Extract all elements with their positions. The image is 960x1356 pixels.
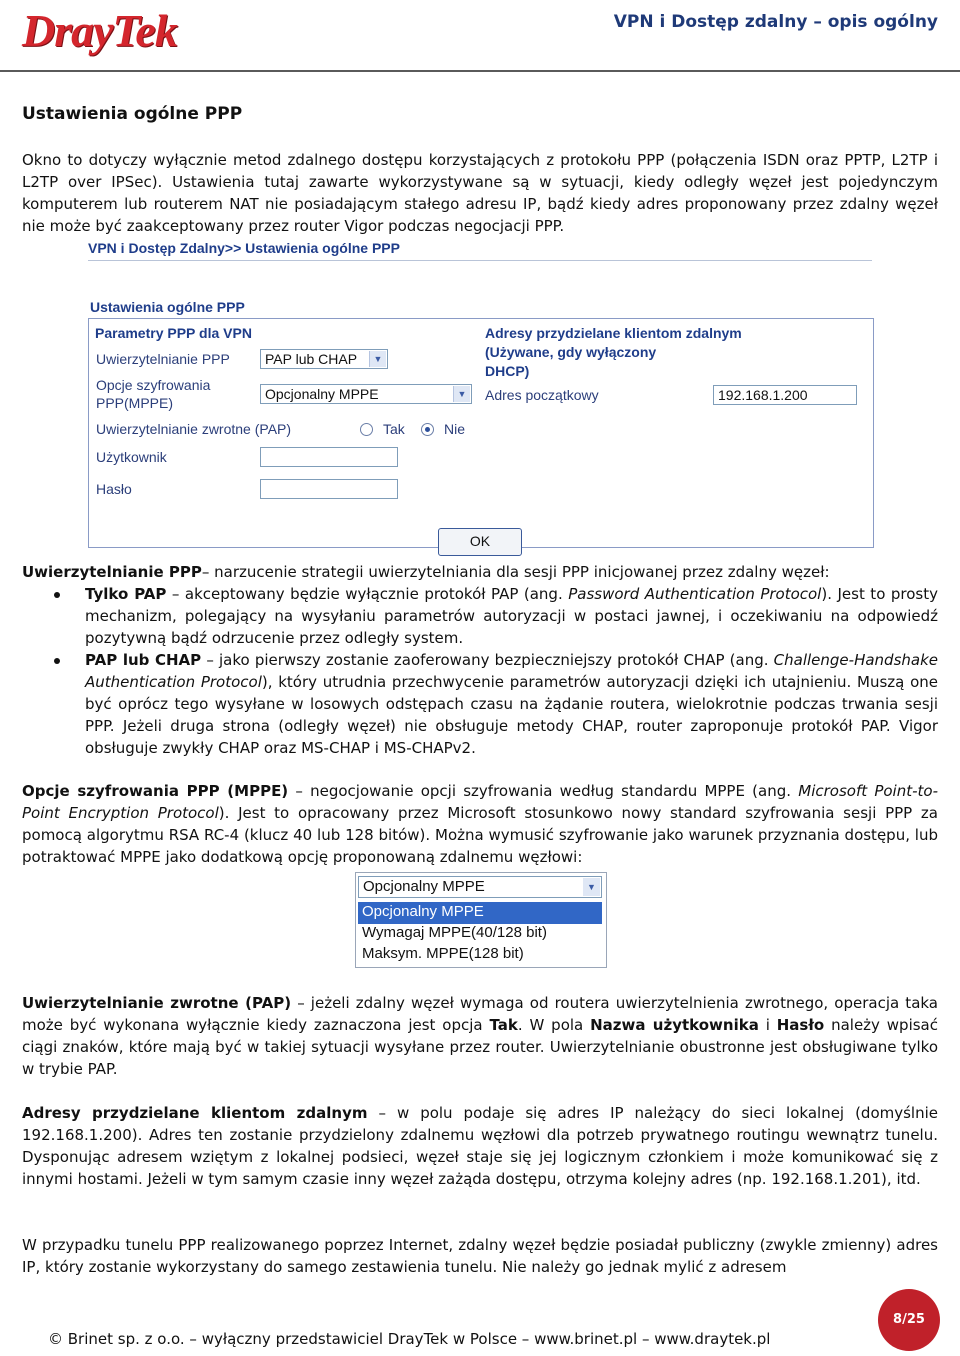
left-heading: Parametry PPP dla VPN [95, 325, 252, 341]
chevron-down-icon: ▼ [369, 351, 386, 367]
draytek-logo: DrayTek [22, 5, 177, 56]
mppe-select[interactable] [358, 876, 602, 898]
callback-text: . W pola [517, 1016, 591, 1034]
callback-paragraph [22, 992, 938, 1080]
bullet-text: – akceptowany będzie wyłącznie protokół PAP (ang. [166, 585, 569, 603]
list-item [22, 649, 938, 759]
ok-button[interactable]: OK [438, 528, 522, 556]
bullet-italic: Challenge-Handshake Authentication Protocol [85, 651, 939, 691]
breadcrumb-divider [88, 260, 872, 261]
pass-label: Hasło [96, 481, 132, 497]
dropdown-option[interactable]: Opcjonalny MPPE [358, 902, 602, 924]
chevron-down-icon: ▼ [583, 878, 600, 896]
header-title: VPN i Dostęp zdalny – opis ogólny [613, 12, 938, 32]
ppp-settings-screenshot [86, 240, 874, 558]
mppe-paragraph [22, 780, 938, 868]
auth-select-value: PAP lub CHAP [265, 351, 358, 367]
start-address-label: Adres początkowy [485, 387, 599, 403]
intro-paragraph: Okno to dotyczy wyłącznie metod zdalnego dostępu korzystających z protokołu PPP (połączenia ISDN oraz PPTP, L2TP i L2TP over IPSec). Ustawienia tutaj zawarte wykorzystywane są w sytuacji, kiedy odległy węzeł jest pojedynczym komputerem lub routerem NAT nie posiadającym stałego adresu IP, bądź kiedy adres proponowany przez zdalny węzeł nie może być zaakceptowany przez router Vigor podczas negocjacji PPP. [22, 151, 938, 235]
enc-label-line1: Opcje szyfrowania [96, 377, 211, 393]
auth-select[interactable] [260, 349, 388, 369]
list-item [22, 583, 938, 649]
radio-no[interactable] [421, 423, 434, 436]
enc-select-value: Opcjonalny MPPE [265, 386, 379, 402]
settings-box [88, 318, 874, 548]
callback-bold: Tak [489, 1016, 518, 1034]
auth-text: – narzucenie strategii uwierzytelniania dla sesji PPP inicjowanej przez zdalny węzeł: [201, 563, 830, 581]
bullet-italic: Password Authentication Protocol [568, 585, 822, 603]
auth-term: Uwierzytelnianie PPP [22, 563, 202, 581]
radio-yes[interactable] [360, 423, 373, 436]
right-heading-3: DHCP) [485, 363, 530, 379]
right-heading-2: (Używane, gdy wyłączony [485, 344, 657, 360]
mppe-text: – negocjowanie opcji szyfrowania według standardu MPPE (ang. [288, 782, 799, 800]
bullet-term: Tylko PAP [85, 585, 167, 603]
section-title: Ustawienia ogólne PPP [22, 104, 243, 124]
footer-text: © Brinet sp. z o.o. – wyłączny przedstawiciel DrayTek w Polsce – www.brinet.pl – www.draytek.pl [48, 1330, 771, 1348]
bullet-term: PAP lub CHAP [85, 651, 202, 669]
bullet-rest: ), który utrudnia przechwycenie parametrów autoryzacji dzięki ich utajnieniu. Muszą one być oprócz tego wysyłane w losowych odstępach czasu na żądanie routera, wielokrotnie podczas trwania sesji PPP. Jeżeli druga strona (odległy węzeł) nie obsługuje metody CHAP, router zaproponuje protokół PAP. Vigor obsługuje zwykły CHAP oraz MS-CHAP i MS-CHAPv2. [85, 673, 939, 757]
mppe-rest: ). Jest to opracowany przez Microsoft stosunkowo nowy standard szyfrowania sesji PPP za pomocą algorytmu RSA RC-4 (klucz 40 lub 128 bitów). Można wymusić szyfrowanie jako warunek przyznania dostępu, lub potraktować MPPE jako dodatkową opcję proponowaną zdalnemu węzłowi: [22, 804, 939, 866]
callback-text: – jeżeli zdalny węzeł wymaga od routera uwierzytelnienia zwrotnego, operacja taka może być wykonana wyłącznie kiedy zaznaczona jest opcja [22, 994, 938, 1034]
auth-label: Uwierzytelnianie PPP [96, 351, 230, 367]
user-input[interactable] [260, 447, 398, 467]
address-paragraph [22, 1102, 938, 1190]
callback-term: Uwierzytelnianie zwrotne (PAP) [22, 994, 292, 1012]
callback-bold: Hasło [776, 1016, 825, 1034]
callback-label: Uwierzytelnianie zwrotne (PAP) [96, 421, 292, 437]
screenshot-subtitle: Ustawienia ogólne PPP [90, 299, 245, 315]
header-divider [0, 70, 960, 72]
mppe-term: Opcje szyfrowania PPP (MPPE) [22, 782, 289, 800]
radio-yes-label: Tak [383, 421, 405, 437]
mppe-dropdown-figure [355, 872, 607, 968]
last-paragraph: W przypadku tunelu PPP realizowanego poprzez Internet, zdalny węzeł będzie posiadał publiczny (zwykle zmienny) adres IP, który zostanie wykorzystany do samego zestawienia tunelu. Nie należy go jednak mylić z adresem [22, 1236, 938, 1276]
chevron-down-icon: ▼ [453, 386, 470, 402]
start-address-input[interactable]: 192.168.1.200 [713, 385, 857, 405]
dropdown-option[interactable]: Wymagaj MPPE(40/128 bit) [362, 924, 547, 941]
screenshot-breadcrumb: VPN i Dostęp Zdalny>> Ustawienia ogólne PPP [88, 240, 400, 256]
enc-select[interactable] [260, 384, 472, 404]
callback-bold: Nazwa użytkownika [590, 1016, 759, 1034]
bullet-text: – jako pierwszy zostanie zaoferowany bezpieczniejszy protokół CHAP (ang. [201, 651, 774, 669]
pass-input[interactable] [260, 479, 398, 499]
callback-text: należy wpisać ciągi znaków, które mają być w takiej sytuacji wysyłane przez router. Uwierzytelnianie obustronne jest obsługiwane tylko w trybie PAP. [22, 1016, 938, 1078]
mppe-italic: Microsoft Point-to-Point Encryption Protocol [22, 782, 938, 822]
user-label: Użytkownik [96, 449, 167, 465]
bullet-rest: ). Jest to prosty mechanizm, polegający na wysyłaniu parametrów autoryzacji w postaci jawnej, i oczekiwaniu na odpowiedź pozytywną bądź odrzucenie przez odległy system. [85, 585, 938, 647]
auth-paragraph [22, 561, 938, 583]
address-term: Adresy przydzielane klientom zdalnym [22, 1104, 368, 1122]
page-number-badge: 8/25 [878, 1289, 940, 1351]
bullet-icon [54, 658, 60, 664]
auth-options-list [22, 583, 938, 759]
radio-no-label: Nie [444, 421, 466, 437]
callback-text: i [758, 1016, 777, 1034]
address-text: – w polu podaje się adres IP należący do sieci lokalnej (domyślnie 192.168.1.200). Adres ten zostanie przydzielony zdalnemu węzłowi dla potrzeb prywatnego routingu wewnątrz tunelu. Dysponując adresem wziętym z lokalnej podsieci, węzeł staje się jej logicznym członkiem i może komunikować się z innymi hostami. Jeżeli w tym samym czasie inny węzeł zażąda dostępu, otrzyma kolejny adres (np. 192.168.1.201), itd. [22, 1104, 938, 1188]
dropdown-option[interactable]: Maksym. MPPE(128 bit) [362, 945, 524, 962]
bullet-icon [54, 592, 60, 598]
enc-label-line2: PPP(MPPE) [96, 395, 174, 411]
right-heading-1: Adresy przydzielane klientom zdalnym [485, 325, 742, 341]
mppe-select-value: Opcjonalny MPPE [363, 878, 485, 895]
